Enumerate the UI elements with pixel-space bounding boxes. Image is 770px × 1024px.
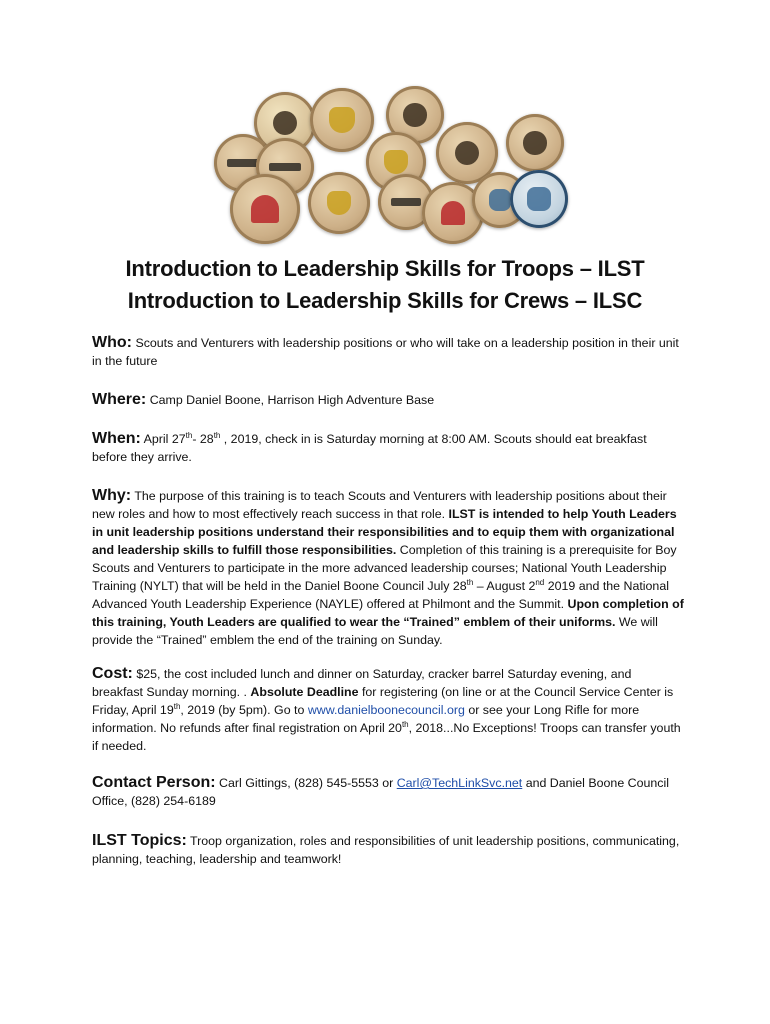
contact-email-link[interactable]: Carl@TechLinkSvc.net [396,776,523,790]
contact-section [92,774,684,810]
who-label: Who: [92,334,132,351]
order-of-the-arrow-patch [230,174,300,244]
when-label: When: [92,430,141,447]
when-section [92,430,684,466]
who-text: Scouts and Venturers with leadership positions or who will take on a leadership position in their unit in the future [92,336,679,368]
who-section [92,334,684,370]
leave-no-trace-trainer-patch [510,170,568,228]
cost-text: $25, the cost included lunch and dinner on Saturday, cracker barrel Saturday evening, and breakfast Sunday morning. . Absolute Deadline for registering (on line or at the Council Service Center is Friday, April 19th, 2019 (by 5pm). Go to www.danielboonecouncil.org or see your Long Rifle for more information. No refunds after final registration on April 20th, 2018...No Exceptions! Troops can transfer youth if needed. [92,667,681,753]
cost-label: Cost: [92,665,133,682]
where-section [92,391,684,409]
topics-section [92,832,684,868]
when-text: April 27th- 28th , 2019, check in is Saturday morning at 8:00 AM. Scouts should eat breakfast before they arrive. [92,430,647,464]
scribe-patch [308,172,370,234]
council-website-link[interactable]: www.danielboonecouncil.org [307,703,465,717]
junior-assistant-scoutmaster-patch [310,88,374,152]
title-ilsc: Introduction to Leadership Skills for Crews – ILSC [127,288,643,313]
cost-section [92,665,684,755]
contact-label: Contact Person: [92,774,216,791]
topics-text: Troop organization, roles and responsibilities of unit leadership positions, communicating, planning, teaching, leadership and teamwork! [92,834,680,866]
where-label: Where: [92,391,147,408]
position-patches-image [210,86,570,246]
why-text: The purpose of this training is to teach Scouts and Venturers with leadership positions about their new roles and how to most effectively reach success in that role. ILST is intended to help Youth Leaders in unit leadership positions understand their responsibilities and to equip them with organizational and leadership skills to fulfill those responsibilities. Completion of this training is a prerequisite for Boy Scouts and Venturers to participate in the more advanced leadership courses; National Youth Leadership Training (NYLT) that will be held in the Daniel Boone Council July 28th – August 2nd 2019 and the National Advanced Youth Leadership Experience (NAYLE) offered at Philmont and the Summit. Upon completion of this training, Youth Leaders are qualified to wear the “Trained” emblem of their uniforms. We will provide the “Trained” emblem the end of the training on Sunday. [92,489,684,647]
topics-label: ILST Topics: [92,832,187,849]
why-section [92,487,684,649]
contact-text: Carl Gittings, (828) 545-5553 or Carl@TechLinkSvc.net and Daniel Boone Council Office, (828) 254-6189 [92,776,669,808]
where-text: Camp Daniel Boone, Harrison High Adventure Base [149,393,435,407]
why-label: Why: [92,487,132,504]
title-ilst: Introduction to Leadership Skills for Troops – ILST [125,256,645,281]
librarian-patch [506,114,564,172]
